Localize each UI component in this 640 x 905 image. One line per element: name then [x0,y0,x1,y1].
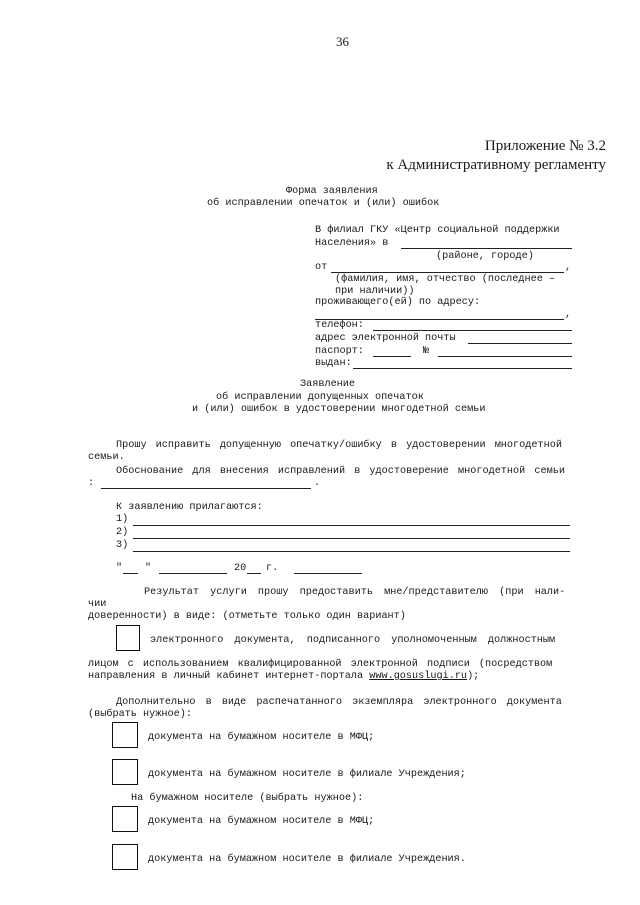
date-quote-close: " [145,563,152,574]
issued-by-field[interactable] [353,368,572,369]
comma: , [565,309,572,320]
mfc-paper-copy-checkbox[interactable] [112,722,138,748]
date-day-field[interactable] [123,573,138,574]
result-line-1: Результат услуги прошу предоставить мне/представителю (при нали- [144,587,566,598]
result-line-2: чии [88,599,107,610]
electronic-document-checkbox[interactable] [116,625,140,651]
result-line-3: доверенности) в виде: (отметьте только один вариант) [88,611,406,622]
mfc-paper-label: документа на бумажном носителе в МФЦ; [148,816,375,827]
residing-label: проживающего(ей) по адресу: [315,297,481,308]
paper-medium-label: На бумажном носителе (выбрать нужное): [131,793,364,804]
electronic-option-line-3 [88,671,479,682]
mfc-paper-checkbox[interactable] [112,806,138,832]
attachment-field-3[interactable] [133,551,570,552]
date-year-suffix: г. [266,563,279,574]
mfc-paper-copy-label: документа на бумажном носителе в МФЦ; [148,732,375,743]
branch-paper-label: документа на бумажном носителе в филиале Учреждения. [148,854,466,865]
attachment-field-2[interactable] [133,538,570,539]
passport-label: паспорт: [315,346,364,357]
phone-label: телефон: [315,320,364,331]
grounds-field[interactable] [101,488,311,489]
issued-label: выдан: [315,358,352,369]
electronic-option-line-1: электронного документа, подписанного уполномоченным должностным [150,635,556,646]
page-number: 36 [336,34,349,49]
electronic-option-line-3-suffix: ); [467,671,480,682]
comma: , [565,262,572,273]
email-label: адрес электронной почты [315,333,456,344]
gosuslugi-link[interactable]: www.gosuslugi.ru [369,671,468,682]
electronic-option-line-2: лицом с использованием квалифицированной электронной подписи (посредством [88,659,553,670]
attachment-number: 2) [116,527,129,538]
grounds-colon: : [88,478,95,489]
branch-paper-copy-label: документа на бумажном носителе в филиале Учреждения; [148,769,466,780]
email-field[interactable] [468,343,572,344]
attachment-field-1[interactable] [133,525,570,526]
attachment-number: 3) [116,540,129,551]
appendix-line-2: к Административному регламенту [386,157,606,173]
from-label: от [315,262,328,273]
date-quote-open: " [116,563,123,574]
fio-hint-line-1: (фамилия, имя, отчество (последнее – [335,274,556,285]
branch-paper-copy-checkbox[interactable] [112,759,138,785]
date-year-prefix: 20 [234,563,247,574]
request-line-1: Прошу исправить допущенную опечатку/ошибку в удостоверении многодетной [116,440,562,451]
fio-hint-line-2: при наличии)) [335,286,415,297]
statement-title-line-2: об исправлении допущенных опечаток [216,392,424,403]
grounds-line: Обоснование для внесения исправлений в удостоверение многодетной семьи [116,466,565,477]
passport-number-field[interactable] [438,356,572,357]
grounds-end: . [314,478,321,489]
additional-line-2: (выбрать нужное): [88,709,192,720]
applicant-name-field[interactable] [331,272,564,273]
request-line-2: семьи. [88,452,125,463]
statement-title-line-1: Заявление [300,379,356,390]
addressee-line-1: В филиал ГКУ «Центр социальной поддержки [315,225,560,236]
statement-title-line-3: и (или) ошибок в удостоверении многодетной семьи [192,404,486,415]
addressee-line-2: Населения» в [315,238,389,249]
district-hint: (районе, городе) [436,251,534,262]
form-title-line-1: Форма заявления [286,186,378,197]
attachment-number: 1) [116,514,129,525]
date-year-field[interactable] [247,573,261,574]
branch-paper-checkbox[interactable] [112,844,138,870]
signature-field[interactable] [294,573,362,574]
phone-field[interactable] [373,330,572,331]
attachments-label: К заявлению прилагаются: [116,502,263,513]
form-title-line-2: об исправлении опечаток и (или) ошибок [207,198,440,209]
passport-series-field[interactable] [373,356,411,357]
electronic-option-line-3-prefix: направления в личный кабинет интернет-портала [88,671,370,682]
district-field[interactable] [401,248,572,249]
appendix-line-1: Приложение № 3.2 [484,138,606,154]
additional-line-1: Дополнительно в виде распечатанного экземпляра электронного документа [116,697,562,708]
date-month-field[interactable] [159,573,227,574]
number-sign: № [423,346,430,357]
